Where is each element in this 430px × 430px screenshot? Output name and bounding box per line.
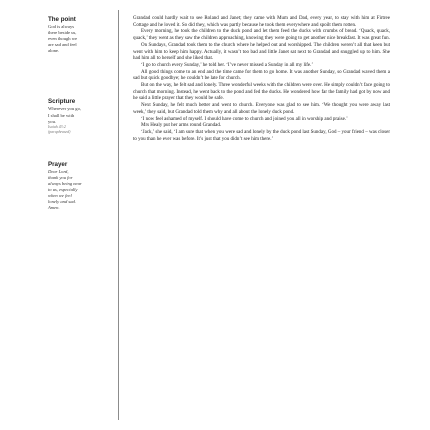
prayer-line: Dear Lord, [48, 168, 69, 174]
prayer-line: when we feel [48, 193, 72, 199]
scripture-reference: Isaiah 43:2 [48, 124, 66, 129]
point-heading: The point [48, 16, 76, 23]
story-paragraph: ‘I now feel ashamed of myself. I should have come to church and joined you all in worship and praise.’ [141, 116, 348, 122]
prayer-line: thank you for [48, 174, 73, 180]
story-text [133, 16, 390, 143]
point-line: alone. [48, 48, 60, 54]
scripture-line: Wherever you go, [48, 106, 82, 112]
scripture-line: I shall be with [48, 112, 75, 118]
story-paragraph: Mrs Healy put her arms round Grandad. [141, 123, 222, 129]
sidebar [48, 16, 106, 215]
story-paragraph: But on the way, he felt sad and lonely. Three wonderful weeks with the children were over. He simply couldn’t face going to church that morning. Instead, he went back to the pond and fed the ducks. He wondered how far the family had got by now and he said a little prayer that they would be safe. [133, 83, 390, 102]
spacer [48, 139, 106, 161]
prayer-line: always being near [48, 180, 82, 186]
prayer-amen: Amen. [48, 205, 60, 211]
story-paragraph: Grandad could hardly wait to see Roland and Janet; they came with Mum and Dad, every year, to stay with him at Firtree Cottage and he loved it. So did they, which was partly because he took them everywhere and spoilt them rotten. [133, 16, 390, 28]
story-paragraph: ‘Jack,’ she said, ‘I am sure that when you were sad and lonely by the duck pond last Sunday, God – your friend – was closer to you than he ever was before. It’s just that you didn’t see him there.’ [133, 129, 390, 142]
prayer-line: to us, especially [48, 187, 78, 193]
point-line: there beside us, [48, 30, 77, 36]
scripture-heading: Scripture [48, 98, 76, 106]
prayer-line: lonely and sad. [48, 199, 76, 205]
scripture-reference-note: (paraphrased) [48, 129, 71, 134]
spacer [48, 58, 106, 98]
story-paragraph: On Sundays, Grandad took them to the church where he helped out and worshipped. The children weren’t all that keen but went with him to keep him happy. Actually, it wasn’t too bad and little Janet sat next to Grandad and snuggled up to him. She had him all to herself and she liked that. [133, 42, 390, 62]
scripture-line: you. [48, 118, 57, 124]
story-paragraph: All good things come to an end and the time came for them to go home. It was another Sunday, so Grandad waved them a sad but quick goodbye; he couldn’t be late for church. [133, 69, 390, 82]
point-line: God is always [48, 24, 75, 29]
story-paragraph: Every morning, he took the children to the duck pond and let them feed the ducks with crumbs of bread. ‘Quack, quack, quack,’ they went as they saw the children approaching, knowing they were going to get another nice breakfast. It was great fun. [133, 29, 390, 42]
point-section [48, 16, 106, 54]
column-divider [118, 10, 119, 420]
point-line: even though we [48, 36, 78, 42]
story-paragraph: Next Sunday, he felt much better and went to church. Everyone was glad to see him. ‘We thought you were away last week,’ they said, but Grandad told them why and all about the lonely duck pond. [133, 103, 390, 115]
prayer-section [48, 161, 106, 212]
point-line: are sad and feel [48, 42, 77, 48]
story-paragraph: ‘I go to church every Sunday,’ he told her. ‘I’ve never missed a Sunday in all my life.’ [141, 62, 314, 68]
prayer-heading: Prayer [48, 160, 68, 168]
scripture-section [48, 98, 106, 134]
